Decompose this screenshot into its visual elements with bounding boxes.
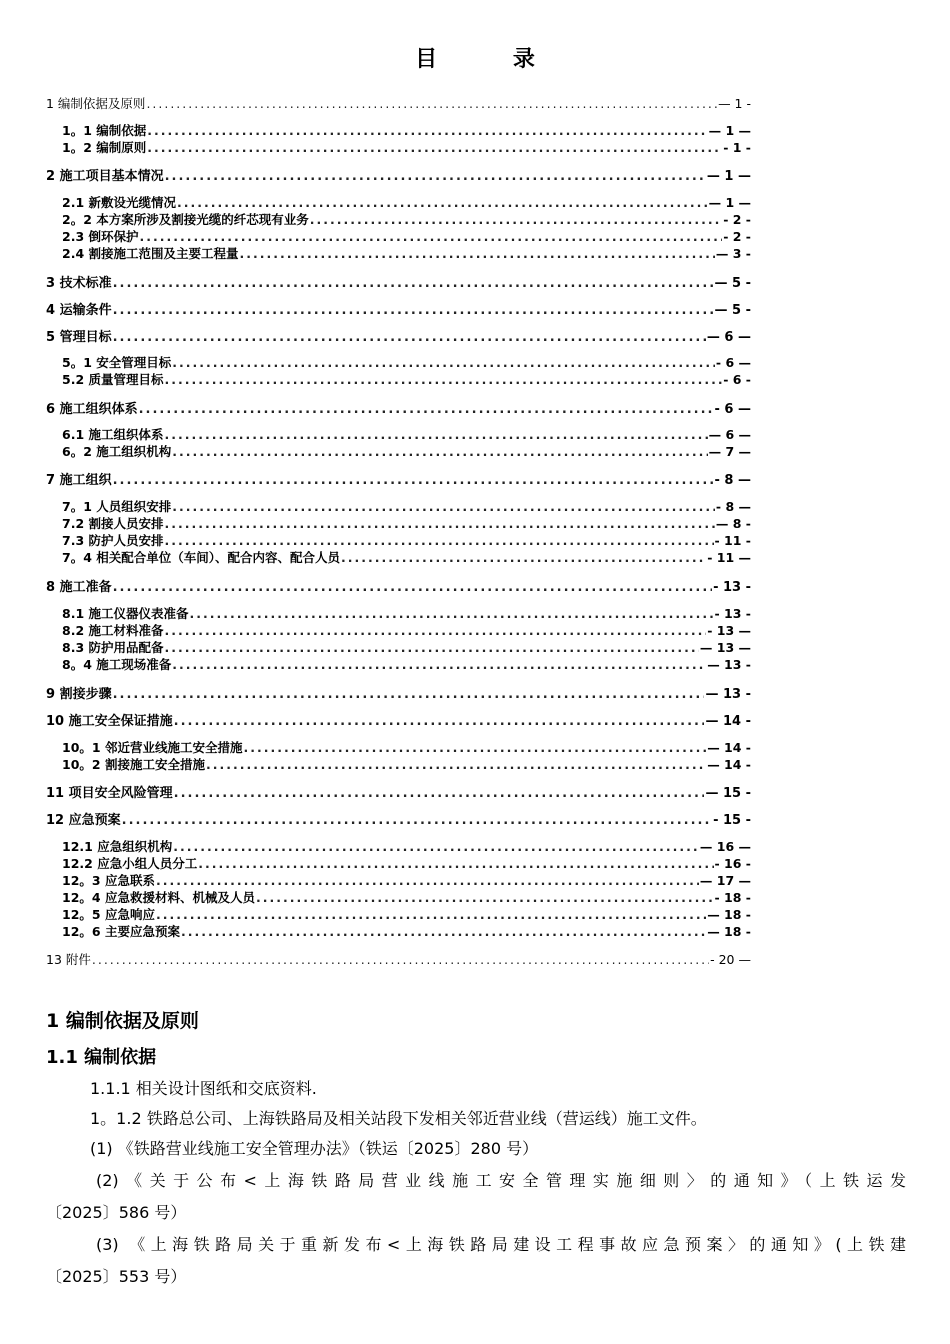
toc-entry-page: - 20 — xyxy=(710,952,751,967)
toc-entry-page: — 5 - xyxy=(714,276,751,291)
toc-entry-label: 6.1 施工组织体系 xyxy=(62,427,164,442)
toc-leader xyxy=(165,427,708,442)
toc-entry[interactable] xyxy=(46,469,751,488)
toc-entry[interactable] xyxy=(62,531,751,549)
toc-leader xyxy=(113,580,712,595)
toc-entry-page: — 14 - xyxy=(705,714,751,729)
toc-entry[interactable] xyxy=(62,353,751,371)
toc-leader xyxy=(240,246,715,261)
toc-entry-page: - 6 - xyxy=(723,372,751,387)
toc-entry[interactable] xyxy=(62,621,751,639)
toc-entry[interactable] xyxy=(46,782,751,801)
toc-entry-label: 7.3 防护人员安排 xyxy=(62,533,164,548)
toc-entry-page: — 18 - xyxy=(707,907,751,922)
toc-entry-label: 8.3 防护用品配备 xyxy=(62,640,164,655)
toc-entry-label: 2.1 新敷设光缆情况 xyxy=(62,195,176,210)
toc-entry-label: 11 项目安全风险管理 xyxy=(46,786,173,801)
toc-entry-label: 5.2 质量管理目标 xyxy=(62,372,164,387)
toc-leader xyxy=(174,786,705,801)
toc-entry-page: - 6 — xyxy=(715,355,751,370)
toc-leader xyxy=(113,473,714,488)
toc-entry-page: — 6 — xyxy=(706,330,751,345)
body-paragraph: 1.1.1 相关设计图纸和交底资料. xyxy=(90,1079,317,1098)
toc-leader xyxy=(113,687,705,702)
toc-entry-page: — 14 - xyxy=(707,740,751,755)
toc-leader xyxy=(198,856,713,871)
body-paragraph-continuation: 〔2025〕586 号） xyxy=(46,1203,187,1222)
toc-leader xyxy=(206,757,706,772)
toc-entry-page: — 6 — xyxy=(708,427,751,442)
toc-entry[interactable] xyxy=(62,888,751,906)
toc-entry[interactable] xyxy=(62,442,751,460)
toc-entry[interactable] xyxy=(62,138,751,156)
toc-entry-page: — 15 - xyxy=(705,786,751,801)
toc-entry[interactable] xyxy=(62,227,751,245)
toc-entry[interactable] xyxy=(62,548,751,566)
toc-entry-label: 5 管理目标 xyxy=(46,330,112,345)
toc-entry-label: 12.2 应急小组人员分工 xyxy=(62,856,198,871)
toc-entry-page: - 2 - xyxy=(723,229,751,244)
toc-leader xyxy=(113,276,714,291)
toc-leader xyxy=(113,330,706,345)
toc-leader xyxy=(140,229,723,244)
toc-entry-page: - 13 - xyxy=(714,606,751,621)
toc-entry-label: 8。4 施工现场准备 xyxy=(62,657,172,672)
toc-entry-label: 8 施工准备 xyxy=(46,580,112,595)
toc-entry[interactable] xyxy=(46,710,751,729)
toc-entry-page: - 15 - xyxy=(713,813,751,828)
toc-entry[interactable] xyxy=(62,738,751,756)
toc-entry[interactable] xyxy=(46,165,751,184)
toc-entry-label: 1。2 编制原则 xyxy=(62,140,147,155)
toc-entry[interactable] xyxy=(46,683,751,702)
toc-entry-page: - 1 - xyxy=(723,140,751,155)
toc-entry[interactable] xyxy=(62,871,751,889)
toc-entry[interactable] xyxy=(62,121,751,139)
toc-leader xyxy=(92,952,709,967)
toc-leader xyxy=(122,813,712,828)
toc-entry-page: - 13 - xyxy=(713,580,751,595)
toc-entry[interactable] xyxy=(62,210,751,228)
toc-leader xyxy=(172,355,715,370)
toc-entry-page: — 13 — xyxy=(699,640,751,655)
toc-entry-label: 1 编制依据及原则 xyxy=(46,96,146,111)
toc-entry-page: — 1 — xyxy=(708,195,751,210)
toc-entry-label: 7 施工组织 xyxy=(46,473,112,488)
toc-entry[interactable] xyxy=(46,326,751,345)
toc-entry-page: - 16 - xyxy=(714,856,751,871)
toc-entry-label: 8.1 施工仪器仪表准备 xyxy=(62,606,189,621)
toc-entry-label: 10。2 割接施工安全措施 xyxy=(62,757,205,772)
toc-leader xyxy=(165,372,723,387)
toc-entry[interactable] xyxy=(62,244,751,262)
toc-leader xyxy=(341,550,706,565)
toc-entry[interactable] xyxy=(46,94,751,112)
toc-entry-label: 12.1 应急组织机构 xyxy=(62,839,173,854)
toc-entry-page: - 11 - xyxy=(714,533,751,548)
toc-entry-label: 2.4 割接施工范围及主要工程量 xyxy=(62,246,239,261)
toc-entry[interactable] xyxy=(62,922,751,940)
toc-entry-page: - 8 — xyxy=(715,499,751,514)
toc-entry[interactable] xyxy=(46,809,751,828)
toc-entry-label: 12。6 主要应急预案 xyxy=(62,924,180,939)
toc-entry-label: 6 施工组织体系 xyxy=(46,402,138,417)
body-paragraph: (1) 《铁路营业线施工安全管理办法》（铁运〔2025〕280 号） xyxy=(90,1139,539,1158)
toc-entry-page: - 8 — xyxy=(714,473,751,488)
toc-title: 目 录 xyxy=(415,47,569,72)
toc-leader xyxy=(156,873,699,888)
toc-leader xyxy=(156,907,706,922)
toc-leader xyxy=(243,740,706,755)
toc-entry[interactable] xyxy=(62,638,751,656)
toc-entry-label: 10 施工安全保证措施 xyxy=(46,714,173,729)
toc-leader xyxy=(147,123,707,138)
toc-entry-page: - 11 — xyxy=(707,550,751,565)
toc-entry-label: 10。1 邻近营业线施工安全措施 xyxy=(62,740,243,755)
toc-entry-label: 12。5 应急响应 xyxy=(62,907,155,922)
subsection-heading: 1.1 编制依据 xyxy=(46,1047,157,1068)
toc-entry-page: — 13 - xyxy=(705,687,751,702)
body-paragraph: 1。1.2 铁路总公司、上海铁路局及相关站段下发相关邻近营业线（营运线）施工文件。 xyxy=(90,1109,707,1128)
body-paragraph: (3) 《上海铁路局关于重新发布<上海铁路局建设工程事故应急预案〉的通知》(上铁建 xyxy=(96,1235,906,1254)
toc-leader xyxy=(165,640,699,655)
toc-entry[interactable] xyxy=(62,854,751,872)
toc-entry-label: 2。2 本方案所涉及割接光缆的纤芯现有业务 xyxy=(62,212,309,227)
toc-leader xyxy=(146,96,717,111)
toc-entry-label: 4 运输条件 xyxy=(46,303,112,318)
toc-leader xyxy=(139,402,714,417)
toc-leader xyxy=(310,212,722,227)
toc-entry-label: 2 施工项目基本情况 xyxy=(46,169,164,184)
toc-leader xyxy=(177,195,708,210)
toc-entry[interactable] xyxy=(62,497,751,515)
toc-leader xyxy=(172,499,715,514)
toc-entry-label: 8.2 施工材料准备 xyxy=(62,623,164,638)
toc-entry-page: — 18 - xyxy=(707,924,751,939)
section-heading: 1 编制依据及原则 xyxy=(46,1010,199,1032)
toc-entry[interactable] xyxy=(62,655,751,673)
toc-entry-label: 7。1 人员组织安排 xyxy=(62,499,172,514)
toc-entry-page: - 18 - xyxy=(714,890,751,905)
toc-entry[interactable] xyxy=(46,398,751,417)
toc-entry-label: 7。4 相关配合单位（车间）、配合内容、配合人员 xyxy=(62,550,340,565)
toc-entry-page: — 5 - xyxy=(714,303,751,318)
toc-leader xyxy=(172,657,706,672)
toc-leader xyxy=(165,169,706,184)
toc-entry[interactable] xyxy=(62,370,751,388)
toc-entry-label: 1。1 编制依据 xyxy=(62,123,147,138)
toc-entry-page: — 8 - xyxy=(715,516,751,531)
body-paragraph-continuation: 〔2025〕553 号） xyxy=(46,1267,187,1286)
toc-entry[interactable] xyxy=(62,514,751,532)
toc-entry-page: — 3 - xyxy=(715,246,751,261)
toc-entry-page: — 1 — xyxy=(706,169,751,184)
toc-entry[interactable] xyxy=(46,576,751,595)
toc-entry-label: 12。3 应急联系 xyxy=(62,873,155,888)
body-paragraph: (2)《关于公布<上海铁路局营业线施工安全管理实施细则〉的通知》（上铁运发 xyxy=(96,1171,906,1190)
toc-entry-page: — 1 — xyxy=(708,123,751,138)
toc-entry-label: 13 附件 xyxy=(46,952,91,967)
toc-entry[interactable] xyxy=(62,837,751,855)
toc-entry[interactable] xyxy=(62,193,751,211)
toc-entry-page: - 13 — xyxy=(707,623,751,638)
toc-entry-label: 9 割接步骤 xyxy=(46,687,112,702)
toc-leader xyxy=(173,839,699,854)
toc-leader xyxy=(190,606,714,621)
toc-leader xyxy=(172,444,707,459)
toc-entry[interactable] xyxy=(62,604,751,622)
toc-entry-label: 5。1 安全管理目标 xyxy=(62,355,172,370)
toc-entry-page: — 16 — xyxy=(699,839,751,854)
toc-leader xyxy=(113,303,714,318)
toc-entry-label: 12 应急预案 xyxy=(46,813,121,828)
toc-entry-label: 6。2 施工组织机构 xyxy=(62,444,172,459)
toc-entry-page: - 6 — xyxy=(714,402,751,417)
toc-entry-page: — 13 - xyxy=(707,657,751,672)
toc-entry[interactable] xyxy=(62,425,751,443)
toc-entry[interactable] xyxy=(46,299,751,318)
toc-leader xyxy=(181,924,706,939)
toc-leader xyxy=(256,890,714,905)
toc-leader xyxy=(174,714,705,729)
toc-entry[interactable] xyxy=(46,272,751,291)
toc-leader xyxy=(147,140,722,155)
toc-leader xyxy=(165,623,707,638)
toc-entry-label: 7.2 割接人员安排 xyxy=(62,516,164,531)
toc-leader xyxy=(165,533,714,548)
toc-entry-label: 12。4 应急救援材料、机械及人员 xyxy=(62,890,255,905)
toc-entry-page: — 7 — xyxy=(708,444,751,459)
toc-entry-page: — 17 — xyxy=(699,873,751,888)
toc-entry-page: — 1 - xyxy=(718,96,751,111)
toc-leader xyxy=(165,516,715,531)
toc-entry-label: 3 技术标准 xyxy=(46,276,112,291)
toc-entry[interactable] xyxy=(62,755,751,773)
toc-entry-label: 2.3 倒环保护 xyxy=(62,229,139,244)
toc-entry[interactable] xyxy=(62,905,751,923)
toc-entry-page: - 2 - xyxy=(723,212,751,227)
toc-entry-page: — 14 - xyxy=(707,757,751,772)
toc-entry[interactable] xyxy=(46,950,751,968)
